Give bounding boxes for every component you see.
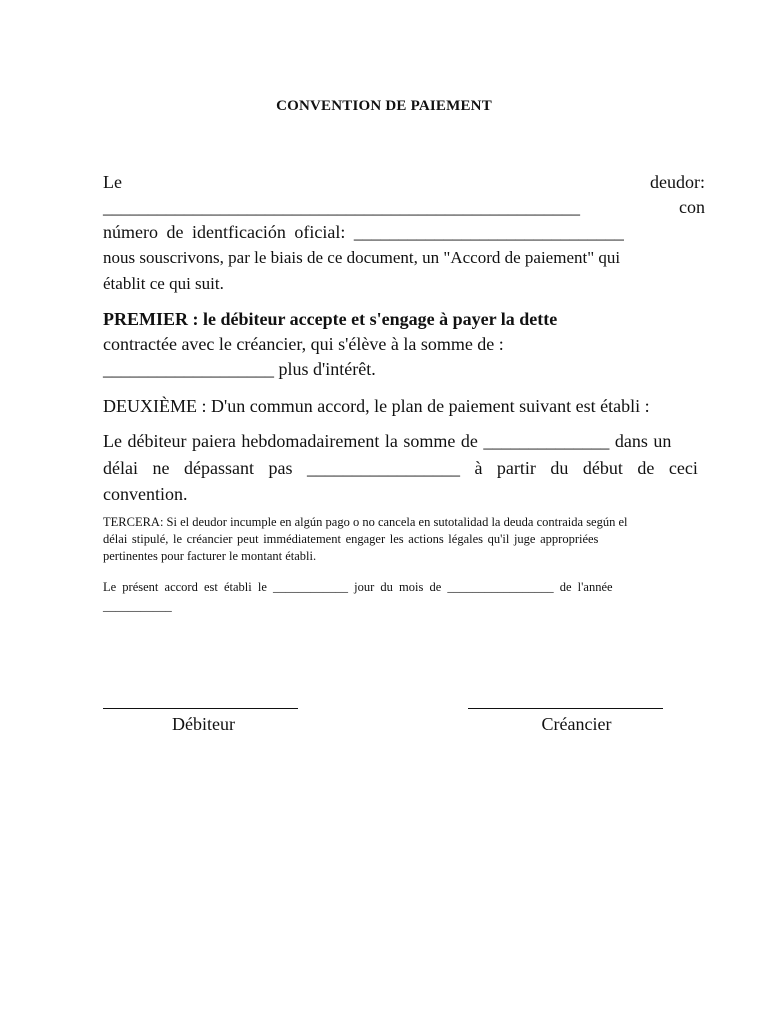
tercera-line-1: TERCERA: Si el deudor incumple en algún pago o no cancela en sutotalidad la deuda contraida según el xyxy=(103,515,628,529)
premier-line-3: ___________________ plus d'intérêt. xyxy=(103,359,376,379)
payment-line-3: convention. xyxy=(103,484,188,504)
intro-con: con xyxy=(679,197,705,217)
premier-line-2: contractée avec le créancier, qui s'élève à la somme de : xyxy=(103,334,504,354)
date-clause xyxy=(103,578,705,616)
intro-line-1 xyxy=(103,170,705,195)
premier-heading: PREMIER : le débiteur accepte et s'engage à payer la dette xyxy=(103,309,558,329)
date-line-1: Le présent accord est établi le ____________ jour du mois de _________________ de l'année xyxy=(103,580,613,594)
tercera-clause xyxy=(103,514,705,565)
intro-continuation xyxy=(103,245,705,297)
debtor-label: Débiteur xyxy=(172,714,235,734)
payment-paragraph xyxy=(103,428,705,508)
creditor-label: Créancier xyxy=(541,714,612,734)
intro-line-2 xyxy=(103,195,705,220)
creditor-signature-line xyxy=(468,708,663,709)
date-line-2: ___________ xyxy=(103,599,172,613)
deuxieme-clause: DEUXIÈME : D'un commun accord, le plan de paiement suivant est établi : xyxy=(103,396,650,416)
document-title: CONVENTION DE PAIEMENT xyxy=(276,98,492,114)
debtor-signature-line xyxy=(103,708,298,709)
tercera-line-3: pertinentes pour facturer le montant établi. xyxy=(103,549,317,563)
premier-clause xyxy=(103,307,705,382)
intro-paragraph xyxy=(103,170,705,245)
intro-line-3: número de identficación oficial: ______________________________ xyxy=(103,222,624,242)
intro-blank: _____________________________________________________ xyxy=(103,197,580,217)
intro-line-4: nous souscrivons, par le biais de ce document, un "Accord de paiement" qui xyxy=(103,248,621,267)
intro-le: Le xyxy=(103,172,122,192)
intro-deudor: deudor: xyxy=(650,172,705,192)
payment-line-1: Le débiteur paiera hebdomadairement la somme de ______________ dans un xyxy=(103,431,672,451)
tercera-line-2: délai stipulé, le créancier peut immédiatement engager les actions légales qu'il juge appropriées xyxy=(103,532,599,546)
payment-line-2: délai ne dépassant pas _________________ à partir du début de ceci xyxy=(103,457,698,478)
intro-line-5: établit ce qui suit. xyxy=(103,274,224,293)
